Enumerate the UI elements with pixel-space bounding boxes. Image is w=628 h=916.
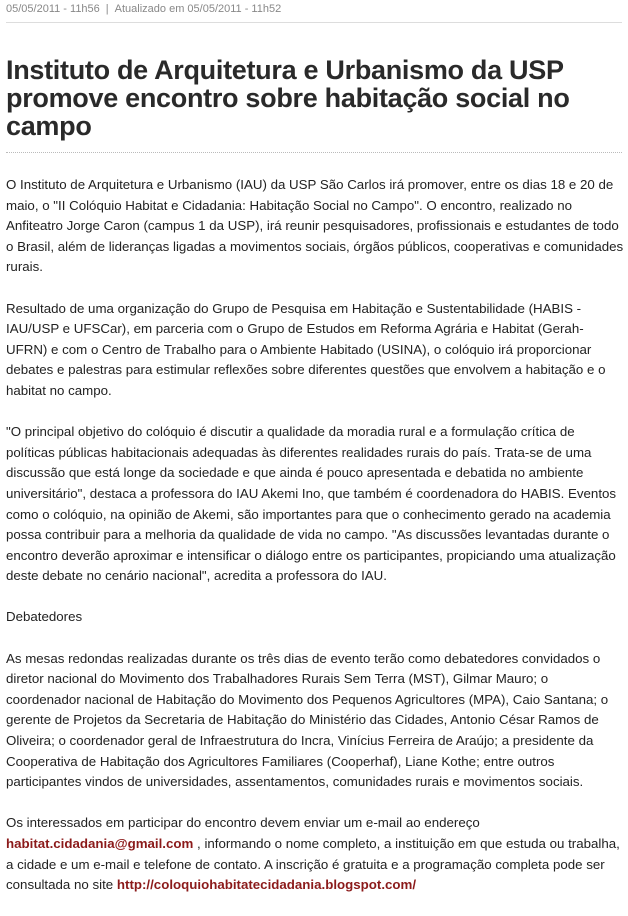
updated-date: Atualizado em 05/05/2011 - 11h52 xyxy=(114,3,282,15)
registration-intro: Os interessados em participar do encontro devem enviar um e-mail ao endereço xyxy=(6,815,480,831)
paragraph-organization: Resultado de uma organização do Grupo de Pesquisa em Habitação e Sustentabilidade (HABIS - IAU/USP e UFSCar), em parceria com o Grupo de Estudos em Reforma Agrária e Habitat (Gerah-UFRN) e com o Centro de Trabalho para o Ambiente Habitado (USINA), o colóquio irá proporcionar debates e palestras para estimular reflexões sobre diferentes questões que envolvem a habitação e o habitat no campo. xyxy=(6,300,606,398)
paragraph-objective: "O principal objetivo do colóquio é discutir a qualidade da moradia rural e a formulação crítica de políticas públicas habitacionais adequadas às diferentes realidades rurais do país. Trata-se de uma discussão que está longe da sociedade e que ainda é pouco apresentada e debatida no ambiente universitário", destaca a professora do IAU Akemi Ino, que também é coordenadora do HABIS. Eventos como o colóquio, na opinião de Akemi, são importantes para que o conhecimento gerado na academia possa contribuir para a melhoria da qualidade de vida no campo. "As discussões levantadas durante o encontro deverão aproximar e intensificar o diálogo entre os participantes, propiciando uma atualização deste debate no cenário nacional", acredita a professora do IAU. xyxy=(6,424,617,584)
meta-divider xyxy=(6,22,622,23)
email-link[interactable]: habitat.cidadania@gmail.com xyxy=(6,836,194,851)
site-link[interactable]: http://coloquiohabitatecidadania.blogspot.com/ xyxy=(116,877,417,893)
paragraph-registration xyxy=(6,813,624,895)
title-divider xyxy=(6,152,622,153)
subheading-debatedores: Debatedores xyxy=(6,609,83,625)
article-title: Instituto de Arquitetura e Urbanismo da USP promove encontro sobre habitação social no campo xyxy=(6,55,570,141)
article-body xyxy=(6,175,624,916)
paragraph-intro: O Instituto de Arquitetura e Urbanismo (IAU) da USP São Carlos irá promover, entre os dias 18 e 20 de maio, o "II Colóquio Habitat e Cidadania: Habitação Social no Campo". O encontro, realizado no Anfiteatro Jorge Caron (campus 1 da USP), irá reunir pesquisadores, profissionais e estudantes de todo o Brasil, além de lideranças ligadas a movimentos sociais, órgãos públicos, cooperativas e comunidades rurais. xyxy=(6,177,624,275)
registration-details: , informando o nome completo, a instituição em que estuda ou trabalha, a cidade e um e-mail e telefone de contato. A inscrição é gratuita e a programação completa pode ser consultada no site xyxy=(6,836,620,893)
meta-separator: | xyxy=(105,3,109,15)
published-date: 05/05/2011 - 11h56 xyxy=(6,3,100,15)
article-meta xyxy=(6,3,281,15)
paragraph-debaters: As mesas redondas realizadas durante os três dias de evento terão como debatedores convidados o diretor nacional do Movimento dos Trabalhadores Rurais Sem Terra (MST), Gilmar Mauro; o coordenador nacional de Habitação do Movimento dos Pequenos Agricultores (MPA), Caio Santana; o gerente de Projetos da Secretaria de Habitação do Ministério das Cidades, Antonio César Ramos de Oliveira; o coordenador geral de Infraestrutura do Incra, Vinícius Ferreira de Araújo; a presidente da Cooperativa de Habitação dos Agricultores Familiares (Cooperhaf), Liane Kothe; entre outros participantes vindos de universidades, assentamentos, comunidades rurais e movimentos sociais. xyxy=(6,650,609,790)
